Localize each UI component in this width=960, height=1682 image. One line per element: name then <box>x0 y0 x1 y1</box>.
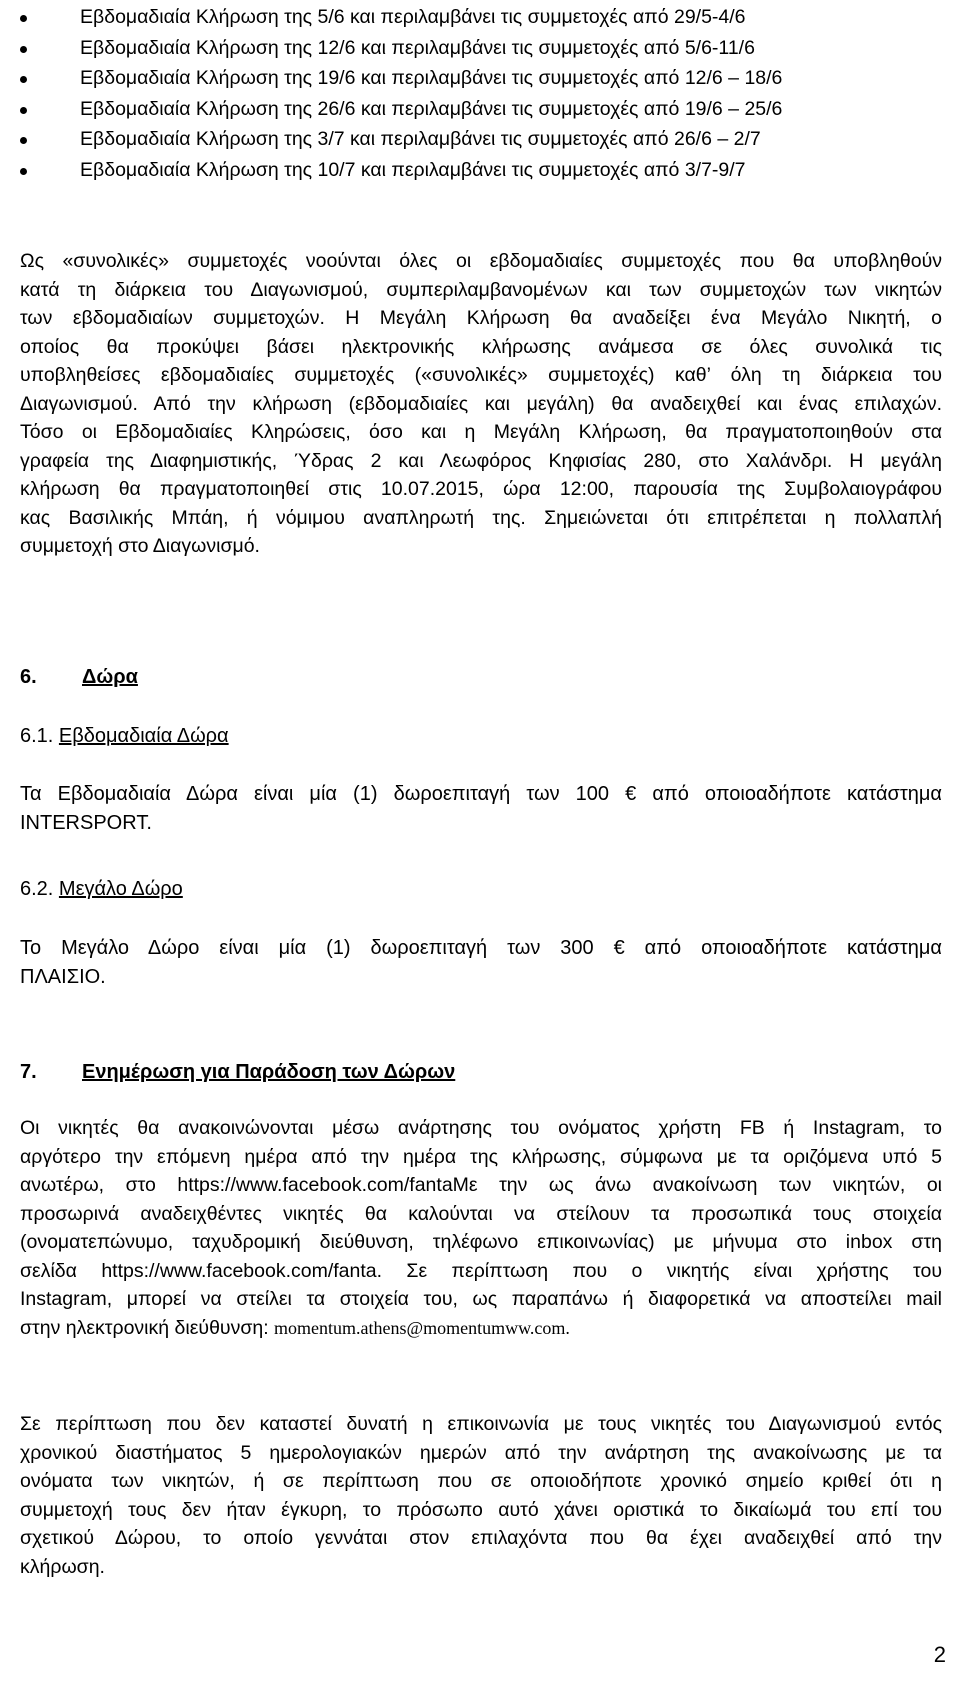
subsection-6-2-heading: 6.2. Μεγάλο Δώρο <box>20 878 183 900</box>
list-item: Εβδομαδιαία Κλήρωση της 3/7 και περιλαμβάνει τις συμμετοχές από 26/6 – 2/7 <box>0 124 960 155</box>
winners-notification-paragraph: Οι νικητές θα ανακοινώνονται μέσω ανάρτησης του ονόματος χρήστη FB ή Instagram, το αργότερο την επόμενη ημέρα από την ημέρα της κλήρωσης, σύμφωνα με τα οριζόμενα υπό 5 ανωτέρω, στο https://www.facebook.com/fantaΜε την ως άνω ανακοίνωση των νικητών, οι προσωρινά αναδειχθέντες νικητές θα καλούνται να στείλουν τα προσωπικά τους στοιχεία (ονοματεπώνυμο, ταχυδρομική διεύθυνση, τηλέφωνο επικοινωνίας) με μήνυμα στο inbox στη σελίδα https://www.facebook.com/fanta. Σε περίπτωση που ο νικητής είναι χρήστης του Instagram, μπορεί να στείλει τα στοιχεία του, ως παραπάνω ή διαφορετικά να αποστείλει mail στην ηλεκτρονική διεύθυνση: momentum.athens@momentumww.com. <box>20 1114 942 1342</box>
list-item: Εβδομαδιαία Κλήρωση της 26/6 και περιλαμβάνει τις συμμετοχές από 19/6 – 25/6 <box>0 94 960 125</box>
page-number: 2 <box>933 1642 946 1667</box>
total-entries-paragraph: Ως «συνολικές» συμμετοχές νοούνται όλες οι εβδομαδιαίες συμμετοχές που θα υποβληθούν κατά τη διάρκεια του Διαγωνισμού, συμπεριλαμβανομένων και των συμμετοχών των νικητών των εβδομαδιαίων συμμετοχών. Η Μεγάλη Κλήρωση θα αναδείξει ένα Μεγάλο Νικητή, ο οποίος θα προκύψει βάσει ηλεκτρονικής κλήρωσης ανάμεσα σε όλες συνολικά τις υποβληθείσες εβδομαδιαίες συμμετοχές («συνολικές» συμμετοχές) καθ’ όλη τη διάρκεια του Διαγωνισμού. Από την κλήρωση (εβδομαδιαίες και μεγάλη) θα αναδειχθεί και ένας επιλαχών. Τόσο οι Εβδομαδιαίες Κληρώσεις, όσο και η Μεγάλη Κλήρωση, θα πραγματοποιηθούν στα γραφεία της Διαφημιστικής, Ύδρας 2 και Λεωφόρος Κηφισίας 280, στο Χαλάνδρι. Η μεγάλη κλήρωση θα πραγματοποιηθεί στις 10.07.2015, ώρα 12:00, παρουσία της Συμβολαιογράφου κας Βασιλικής Μπάη, ή νόμιμου αναπληρωτή της. Σημειώνεται ότι επιτρέπεται η πολλαπλή συμμετοχή στο Διαγωνισμό. <box>20 250 942 557</box>
bullet-icon <box>20 107 27 114</box>
bullet-icon <box>20 15 27 22</box>
list-item: Εβδομαδιαία Κλήρωση της 12/6 και περιλαμβάνει τις συμμετοχές από 5/6-11/6 <box>0 33 960 64</box>
grand-prize-paragraph: Το Μεγάλο Δώρο είναι μία (1) δωροεπιταγή των 300 € από οποιοαδήποτε κατάστημα ΠΛΑΙΣΙΟ. <box>20 937 942 988</box>
list-item: Εβδομαδιαία Κλήρωση της 19/6 και περιλαμβάνει τις συμμετοχές από 12/6 – 18/6 <box>0 63 960 94</box>
subsection-6-1-heading: 6.1. Εβδομαδιαία Δώρα <box>20 725 229 747</box>
email-line: στην ηλεκτρονική διεύθυνση: momentum.athens@momentumww.com. <box>20 1316 570 1339</box>
bullet-icon <box>20 137 27 144</box>
weekly-draws-list <box>0 2 960 185</box>
unreachable-winners-paragraph: Σε περίπτωση που δεν καταστεί δυνατή η επικοινωνία με τους νικητές του Διαγωνισμού εντός χρονικού διαστήματος 5 ημερολογιακών ημερών από την ανάρτηση της ανακοίνωσης με τα ονόματα των νικητών, ή σε περίπτωση που σε οποιοδήποτε χρονικό σημείο κριθεί ότι η συμμετοχή τους δεν ήταν έγκυρη, το πρόσωπο αυτό χάνει οριστικά το δικαίωμά του επί του σχετικού Δώρου, το οποίο γεννάται στον επιλαχόντα που θα έχει αναδειχθεί από την κλήρωση. <box>20 1413 942 1578</box>
section-6-heading: 6. Δώρα <box>20 666 138 688</box>
section-7-heading: 7. Ενημέρωση για Παράδοση των Δώρων <box>20 1061 456 1083</box>
bullet-icon <box>20 46 27 53</box>
list-item: Εβδομαδιαία Κλήρωση της 5/6 και περιλαμβάνει τις συμμετοχές από 29/5-4/6 <box>0 2 960 33</box>
list-item: Εβδομαδιαία Κλήρωση της 10/7 και περιλαμβάνει τις συμμετοχές από 3/7-9/7 <box>0 155 960 186</box>
bullet-icon <box>20 76 27 83</box>
weekly-prizes-paragraph: Τα Εβδομαδιαία Δώρα είναι μία (1) δωροεπιταγή των 100 € από οποιοαδήποτε κατάστημα INTERSPORT. <box>20 783 942 834</box>
contact-email: momentum.athens@momentumww.com. <box>274 1317 570 1338</box>
bullet-icon <box>20 168 27 175</box>
